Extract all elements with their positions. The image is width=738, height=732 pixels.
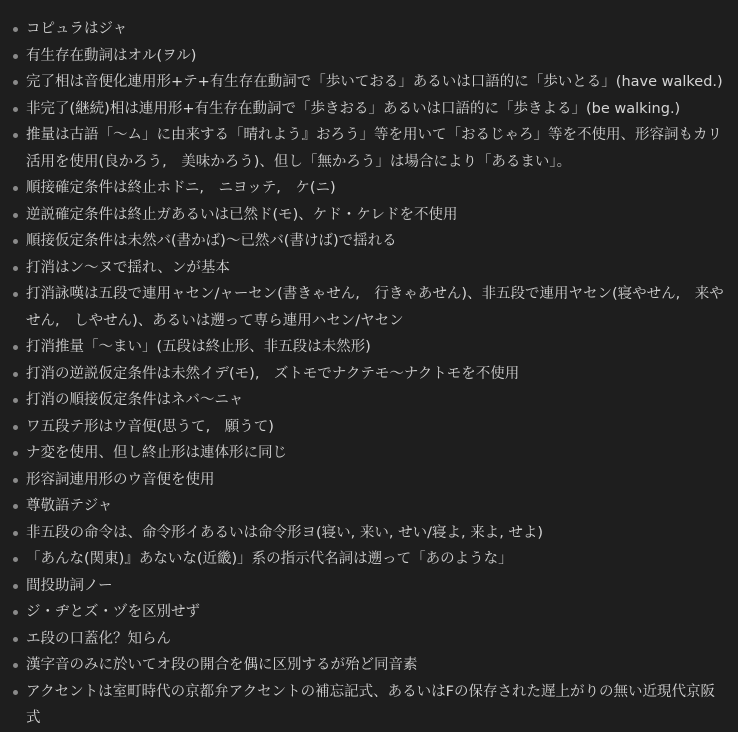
bullet-icon [13,213,18,218]
bullet-icon [13,478,18,483]
list-item-text: アクセントは室町時代の京都弁アクセントの補忘記式、あるいはFの保存された遅上がりの無い近現代京阪式 [26,683,715,726]
list-item [12,122,726,175]
list-item [12,414,726,441]
list-item-text: 非完了(継続)相は連用形+有生存在動詞で「歩きおる」あるいは口語的に「歩きよる」(be walking.) [26,100,681,117]
list-item-text: 漢字音のみに於いてオ段の開合を偶に区別するが殆ど同音素 [26,657,418,673]
list-item [12,202,726,229]
list-item-text: 順接確定条件は終止ホドニ, ニヨッテ, ケ(ニ) [26,180,336,196]
list-item-text: 形容詞連用形のウ音便を使用 [26,471,215,488]
list-item-text: 打消はン〜ヌで揺れ、ンが基本 [26,259,230,276]
bullet-icon [13,239,18,244]
bullet-icon [13,107,18,112]
list-item [12,493,726,520]
bullet-icon [13,637,18,642]
list-item [12,16,726,43]
list-item-text: 完了相は音便化連用形+テ+有生存在動詞で「歩いておる」あるいは口語的に「歩いとる」(have walked.) [26,74,723,90]
list-item [12,546,726,573]
list-item-text: 打消の順接仮定条件はネバ〜ニャ [26,392,244,408]
list-item-text: 「あんな(関東)』あないな(近畿)」系の指示代名詞は遡って「あのような」 [26,551,513,567]
bullet-icon [13,557,18,562]
bullet-icon [13,292,18,297]
list-item-text: ナ変を使用、但し終止形は連体形に同じ [26,445,287,461]
bullet-icon [13,186,18,191]
list-item [12,599,726,626]
bullet-icon [13,610,18,615]
list-item [12,228,726,255]
list-item-text: 推量は古語「〜ム」に由来する「晴れよう』おろう」等を用いて「おるじゃろ」等を不使用、形容詞もカリ活用を使用(良かろう, 美味かろう)、但し「無かろう」は場合により「あるまい」。 [26,127,722,170]
list-item [12,440,726,467]
list-item [12,626,726,653]
list-item-text: 有生存在動詞はオル(ヲル) [26,47,197,64]
list-item [12,175,726,202]
list-item-text: ジ・ヂとズ・ヅを区別せず [26,604,200,620]
list-item-text: 順接仮定条件は未然バ(書かば)〜已然バ(書けば)で揺れる [26,233,397,249]
list-item-text: 間投助詞ノー [26,577,113,594]
list-item-text: 打消推量「〜まい」(五段は終止形、非五段は未然形) [26,339,371,355]
list-item-text: コピュラはジャ [26,21,128,37]
bullet-icon [13,133,18,138]
bullet-icon [13,80,18,85]
list-item-text: 非五段の命令は、命令形イあるいは命令形ヨ(寝い, 来い, せい/寝よ, 来よ, せよ) [26,524,544,541]
list-item [12,255,726,282]
bullet-icon [13,345,18,350]
bullet-icon [13,425,18,430]
list-item [12,679,726,732]
bullet-icon [13,398,18,403]
bullet-icon [13,451,18,456]
list-item-text: エ段の口蓋化？知らん [26,630,171,647]
list-item [12,387,726,414]
list-item-text: 打消詠嘆は五段で連用ャセン/ャーセン(書きゃせん, 行きゃあせん)、非五段で連用ヤセン(寝やせん, 来やせん, しやせん)、あるいは遡って専ら連用ハセン/ヤセン [26,286,724,329]
list-item-text: 打消の逆説仮定条件は未然イデ(モ), ズトモでナクテモ〜ナクトモを不使用 [26,365,520,382]
list-item [12,652,726,679]
bullet-icon [13,266,18,271]
bullet-icon [13,584,18,589]
list-item [12,281,726,334]
bullet-icon [13,504,18,509]
bullet-icon [13,531,18,536]
list-item [12,96,726,123]
list-item-text: 逆説確定条件は終止ガあるいは已然ド(モ)、ケド・ケレドを不使用 [26,206,458,223]
list-item [12,334,726,361]
bullet-icon [13,54,18,59]
list-item [12,43,726,70]
bullet-icon [13,690,18,695]
list-item [12,467,726,494]
list-item-text: 尊敬語テジャ [26,498,113,514]
bullet-icon [13,27,18,32]
bullet-icon [13,372,18,377]
bullet-icon [13,663,18,668]
list-item-text: ワ五段テ形はウ音便(思うて, 願うて) [26,418,274,435]
list-item [12,69,726,96]
list-item [12,573,726,600]
list-item [12,361,726,388]
list-item [12,520,726,547]
